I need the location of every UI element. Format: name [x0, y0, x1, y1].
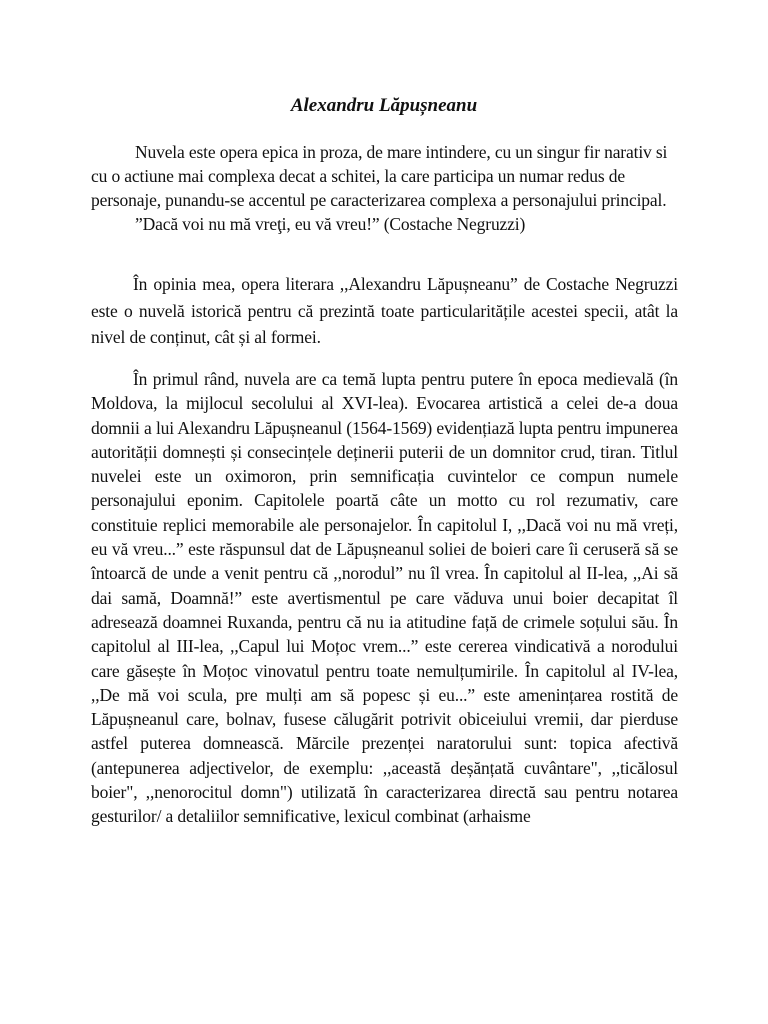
motto-quote: ”Dacă voi nu mă vreţi, eu vă vreu!” (Costache Negruzzi): [135, 214, 526, 234]
first-argument-paragraph: În primul rând, nuvela are ca temă lupta pentru putere în epoca medievală (în Moldova, la mijlocul secolului al XVI-lea). Evocarea artistică a celei de-a doua domnii a lui Alexandru Lăpușneanul (1564-1569) evidențiază lupta pentru impunerea autorității domnești și consecințele deținerii puterii de un domnitor crud, tiran. Titlul nuvelei este un oximoron, prin semnificația cuvintelor ce compun numele personajului eponim. Capitolele poartă câte un motto cu rol rezumativ, care constituie replici memorabile ale personajelor. În capitolul I, ,,Dacă voi nu mă vreți, eu vă vreu...” este răspunsul dat de Lăpușneanul soliei de boieri care îi ceruseră să se întoarcă de unde a venit pentru că ,,norodul” nu îl vrea. În capitolul al II-lea, ,,Ai să dai samă, Doamnă!” este avertismentul pe care văduva unui boier decapitat îl adresează doamnei Ruxanda, pentru că nu ia atitudine față de crimele soțului său. În capitolul al III-lea, ,,Capul lui Moțoc vrem...” este cererea vindicativă a norodului care găsește în Moțoc vinovatul pentru toate nemulțumirile. În capitolul al IV-lea, ,,De mă voi scula, pre mulți am să popesc și eu...” este amenințarea rostită de Lăpușneanul care, bolnav, fusese călugărit potrivit obiceiului vremii, dar pierduse astfel puterea domnească. Mărcile prezenței naratorului sunt: topica afectivă (antepunerea adjectivelor, de exemplu: ,,această deșănțată cuvântare", ,,ticălosul boier", ,,nenorocitul domn") utilizată în caracterizarea directă sau pentru notarea gesturilor/ a detaliilor semnificative, lexicul combinat (arhaisme: [91, 369, 678, 827]
document-title: Alexandru Lăpușneanu: [290, 95, 478, 116]
intro-paragraph: [91, 140, 678, 236]
intro-text: Nuvela este opera epica in proza, de mare intindere, cu un singur fir narativ si cu o actiune mai complexa decat a schitei, la care participa un numar redus de personaje, punandu-se accentul pe caracterizarea complexa a personajului principal.: [91, 142, 668, 210]
opinion-paragraph: În opinia mea, opera literara ,,Alexandru Lăpușneanu” de Costache Negruzzi este o nuvelă istorică pentru că prezintă toate particularitățile acestei specii, atât la nivel de conținut, cât și al formei.: [91, 274, 678, 347]
